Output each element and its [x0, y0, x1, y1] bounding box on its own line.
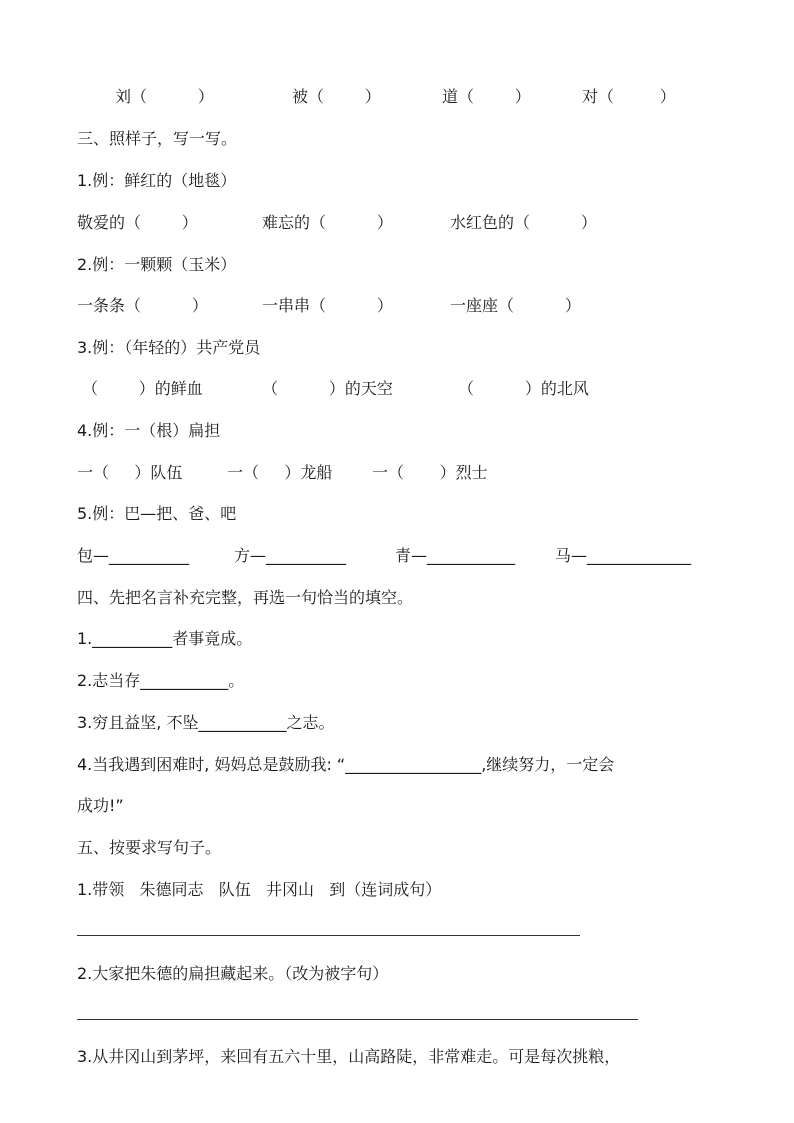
ex5-item[interactable]: 包—__________ [77, 546, 190, 565]
ex3-item[interactable]: （ ）的北风 [458, 379, 589, 398]
fill-item-dui[interactable]: 对（ ） [582, 87, 676, 106]
section3-heading: 三、照样子，写一写。 [77, 129, 238, 148]
ex1-item[interactable]: 敬爱的（ ） [77, 213, 198, 232]
ex1-item[interactable]: 水红色的（ ） [450, 213, 597, 232]
fill-item-bei[interactable]: 被（ ） [292, 87, 381, 106]
ex4-example: 4.例：一（根）扁担 [77, 421, 221, 440]
ex4-item[interactable]: 一（ ）烈士 [372, 463, 488, 482]
ex3-example: 3.例：（年轻的）共产党员 [77, 338, 261, 357]
sentence-q2: 2.大家把朱德的扁担藏起来。（改为被字句） [77, 964, 389, 983]
section4-heading: 四、先把名言补充完整，再选一句恰当的填空。 [77, 588, 414, 607]
ex2-item[interactable]: 一条条（ ） [77, 296, 208, 315]
quote-q1[interactable]: 1.__________者事竟成。 [77, 629, 253, 648]
fill-item-dao[interactable]: 道（ ） [442, 87, 531, 106]
ex3-item[interactable]: （ ）的鲜血 [82, 379, 203, 398]
ex1-item[interactable]: 难忘的（ ） [262, 213, 393, 232]
ex2-item[interactable]: 一座座（ ） [450, 296, 581, 315]
quote-q3[interactable]: 3.穷且益坚, 不坠___________之志。 [77, 713, 335, 732]
ex2-example: 2.例：一颗颗（玉米） [77, 255, 237, 274]
ex4-item[interactable]: 一（ ）龙船 [227, 463, 333, 482]
quote-q4-line1[interactable]: 4.当我遇到困难时, 妈妈总是鼓励我: “_________________,继续努力，一定会 [77, 755, 615, 774]
sentence-q1: 1.带领 朱德同志 队伍 井冈山 到（连词成句） [77, 880, 442, 899]
ex4-item[interactable]: 一（ ）队伍 [77, 463, 183, 482]
ex5-item[interactable]: 青—___________ [395, 546, 516, 565]
fill-item-liu[interactable]: 刘（ ） [115, 87, 214, 106]
quote-q2[interactable]: 2.志当存___________。 [77, 671, 245, 690]
ex5-example: 5.例：巴—把、爸、吧 [77, 504, 237, 523]
ex5-item[interactable]: 马—_____________ [555, 546, 692, 565]
answer-line[interactable] [77, 1019, 638, 1020]
ex1-example: 1.例：鲜红的（地毯） [77, 171, 237, 190]
sentence-q3: 3.从井冈山到茅坪，来回有五六十里，山高路陡，非常难走。可是每次挑粮， [77, 1047, 621, 1066]
ex3-item[interactable]: （ ）的天空 [262, 379, 393, 398]
answer-line[interactable] [77, 935, 580, 936]
ex5-item[interactable]: 方—__________ [234, 546, 347, 565]
section5-heading: 五、按要求写句子。 [77, 838, 222, 857]
ex2-item[interactable]: 一串串（ ） [262, 296, 393, 315]
quote-q4-line2: 成功!” [77, 796, 124, 815]
